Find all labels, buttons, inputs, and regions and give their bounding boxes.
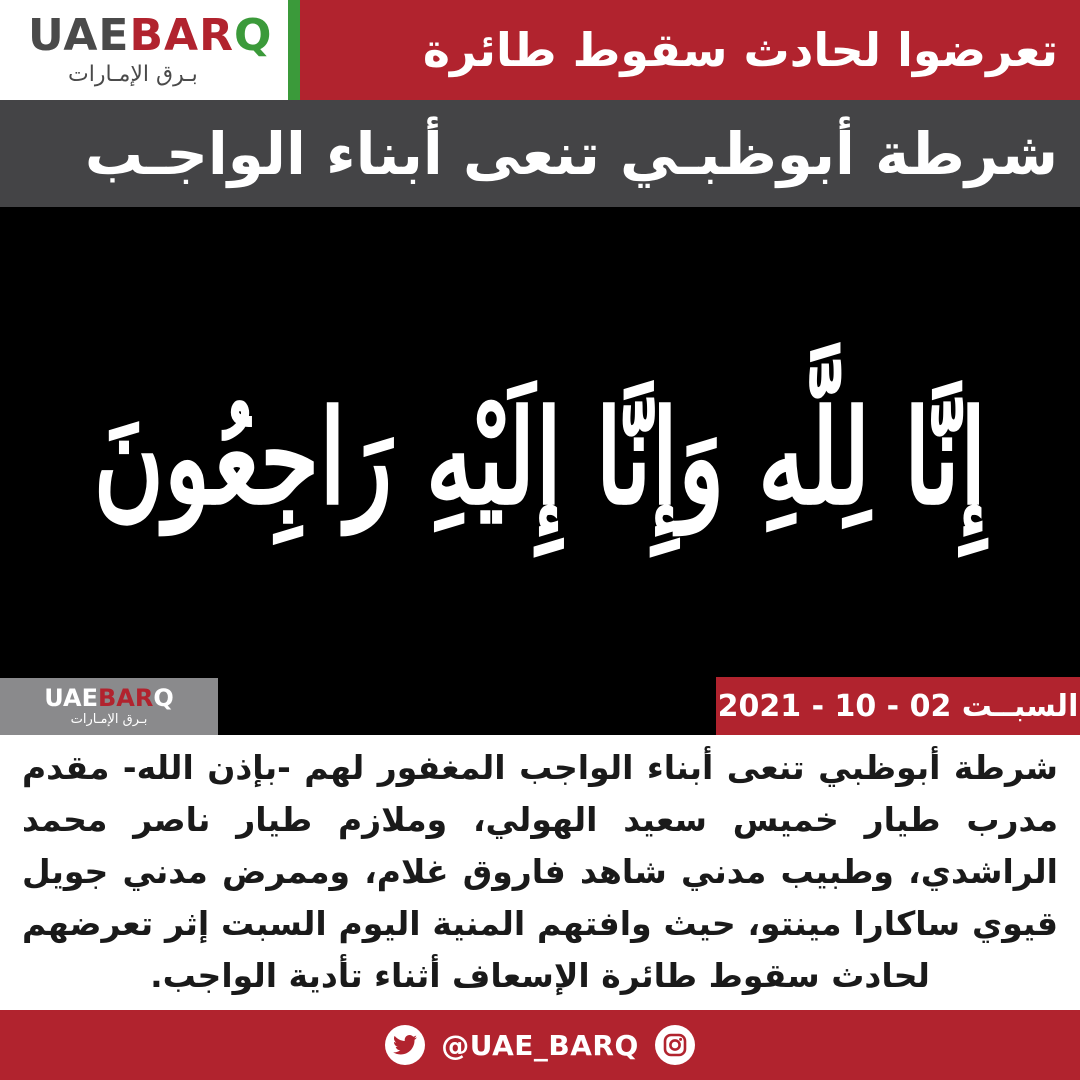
brand-logo xyxy=(0,0,288,100)
top-header xyxy=(0,0,1080,100)
subtitle-banner xyxy=(300,0,1080,100)
green-divider xyxy=(288,0,300,100)
twitter-icon[interactable] xyxy=(385,1025,425,1065)
title-banner xyxy=(0,100,1080,207)
date-text: السبــت 02 - 10 - 2021 xyxy=(717,688,1079,724)
subtitle-text: تعرضوا لحادث سقوط طائرة xyxy=(422,23,1058,77)
condolence-panel xyxy=(0,207,1080,735)
page-title: شرطة أبوظبـي تنعى أبناء الواجـب xyxy=(84,119,1058,188)
date-badge xyxy=(716,677,1080,735)
brand-logo-latin: UAEBARQ xyxy=(28,9,273,61)
calligraphy xyxy=(80,327,1000,587)
calligraphy-text: إِنَّا لِلَّهِ وَإِنَّا إِلَيْهِ رَاجِعُونَ xyxy=(93,380,987,534)
article-text: شرطة أبوظبي تنعى أبناء الواجب المغفور لهم -بإذن الله- مقدم مدرب طيار خميس سعيد الهولي، وملازم طيار ناصر محمد الراشدي، وطبيب مدني شاهد فاروق غلام، وممرض مدني جويل قيوي ساكارا مينتو، حيث وافتهم المنية اليوم السبت إثر تعرضهم لحادث سقوط طائرة الإسعاف أثناء تأدية الواجب. xyxy=(22,748,1058,995)
footer-bar xyxy=(0,1010,1080,1080)
instagram-icon[interactable] xyxy=(655,1025,695,1065)
social-handle[interactable]: @UAE_BARQ xyxy=(441,1028,639,1062)
watermark-logo: UAEBARQ بـرق الإمـارات xyxy=(0,678,218,735)
brand-logo-arabic: بـرق الإمـارات xyxy=(68,61,198,87)
